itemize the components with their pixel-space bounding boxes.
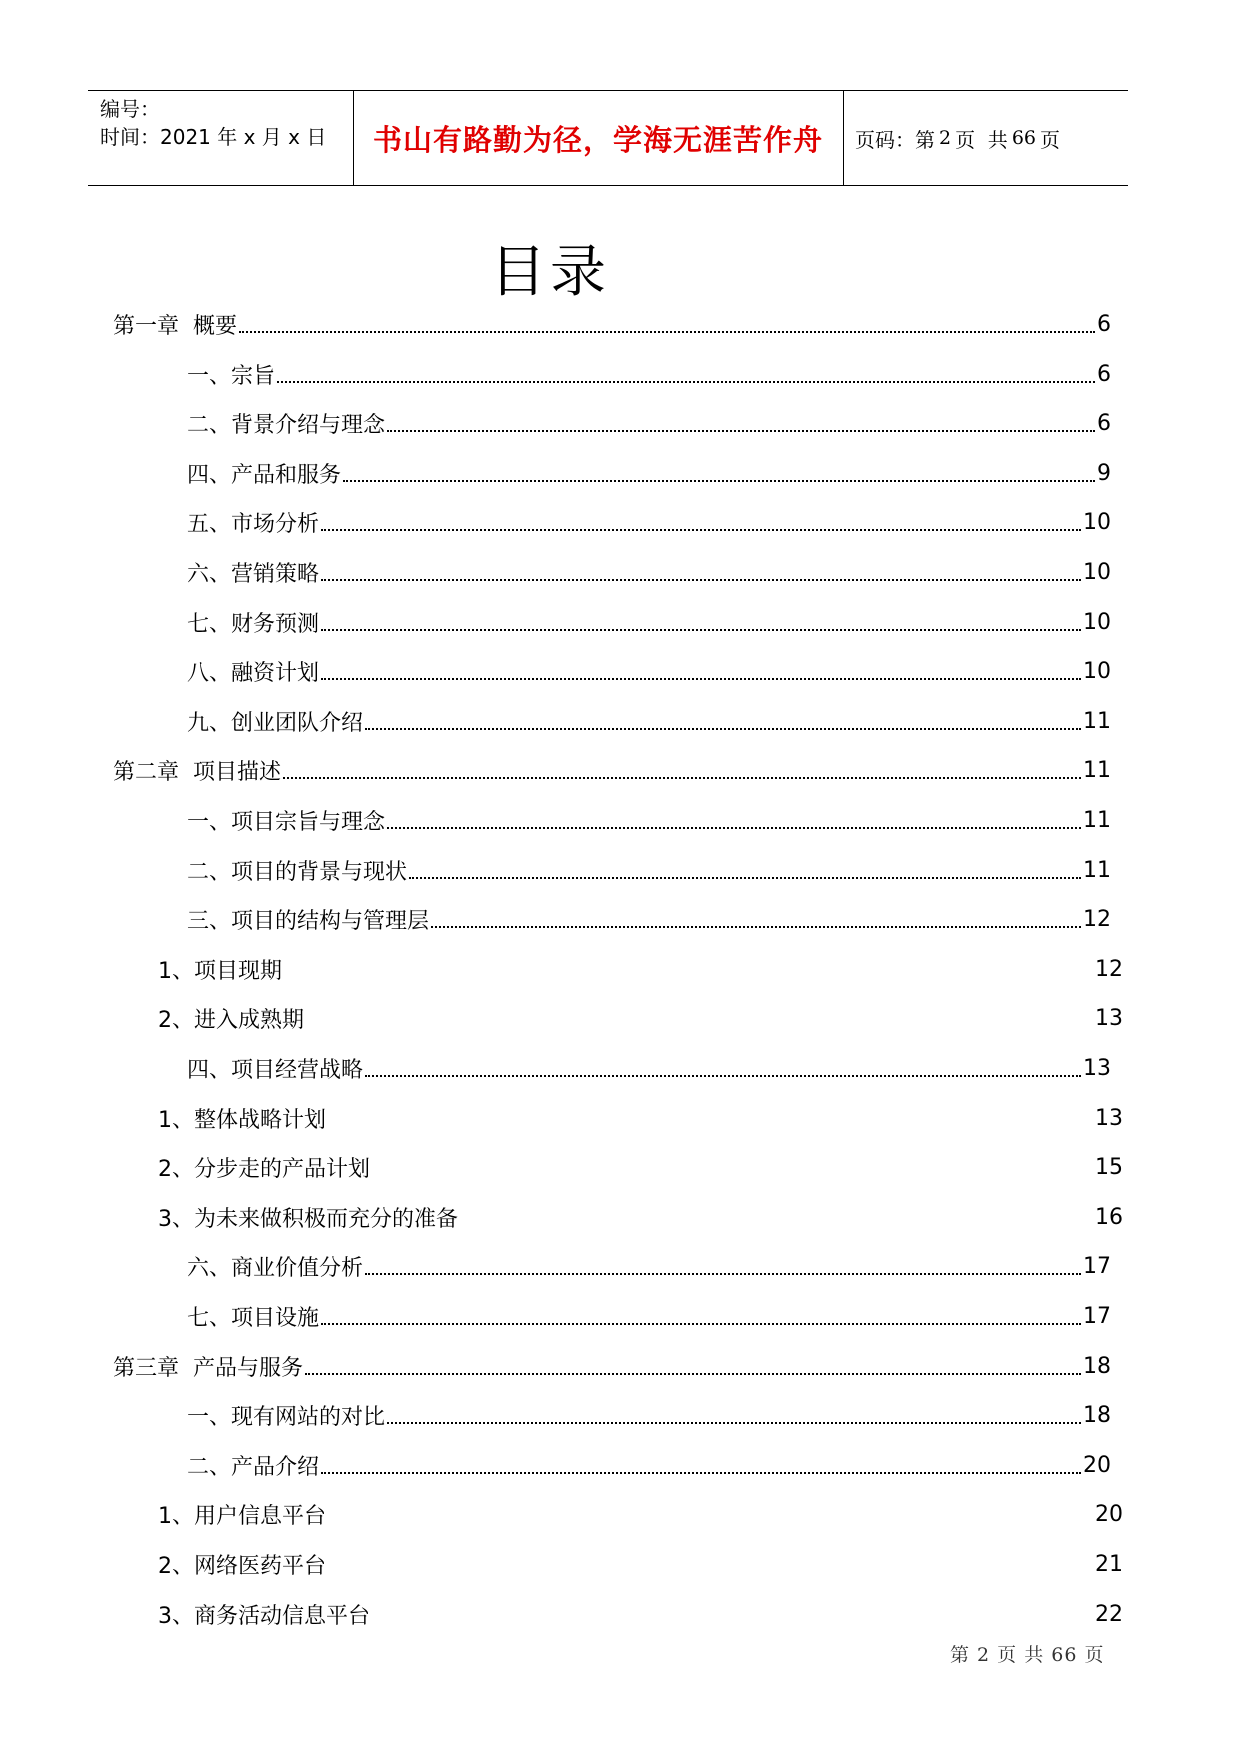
toc-dot-leader bbox=[239, 331, 1095, 333]
toc-entry-page: 6 bbox=[1097, 410, 1111, 436]
toc-entry[interactable] bbox=[187, 704, 1111, 738]
toc-entry-label: 第二章 项目描述 bbox=[113, 759, 281, 785]
toc-entry-label: 第三章 产品与服务 bbox=[113, 1355, 303, 1381]
toc-entry-label: 第一章 概要 bbox=[113, 313, 237, 339]
toc-dot-leader bbox=[365, 728, 1081, 730]
toc-dot-leader bbox=[321, 579, 1081, 581]
toc-entry-label: 八、融资计划 bbox=[187, 660, 320, 686]
toc-entry-page: 20 bbox=[1083, 1452, 1111, 1478]
toc-entry[interactable] bbox=[113, 307, 1111, 341]
toc-dot-leader bbox=[305, 1373, 1081, 1375]
toc-entry-page: 11 bbox=[1083, 757, 1111, 783]
toc-entry[interactable] bbox=[158, 1001, 1123, 1035]
toc-entry-page: 6 bbox=[1097, 311, 1111, 337]
toc-entry-page: 10 bbox=[1083, 509, 1111, 535]
toc-entry[interactable] bbox=[187, 1249, 1111, 1283]
toc-entry-label: 2、分步走的产品计划 bbox=[158, 1156, 370, 1182]
toc-dot-leader bbox=[387, 1422, 1081, 1424]
toc-entry-label: 二、背景介绍与理念 bbox=[187, 412, 386, 438]
header-page-suffix: 页 bbox=[1040, 127, 1060, 152]
toc-dot-leader bbox=[283, 777, 1081, 779]
toc-entry-label: 二、项目的背景与现状 bbox=[187, 859, 408, 885]
toc-entry[interactable] bbox=[158, 1547, 1123, 1581]
toc-entry-label: 七、项目设施 bbox=[187, 1305, 320, 1331]
toc-entry-label: 六、营销策略 bbox=[187, 561, 320, 587]
toc-dot-leader bbox=[387, 827, 1081, 829]
toc-entry-page: 11 bbox=[1083, 857, 1111, 883]
toc-entry[interactable] bbox=[158, 1150, 1123, 1184]
toc-entry-label: 1、用户信息平台 bbox=[158, 1503, 326, 1529]
toc-entry-page: 16 bbox=[1095, 1204, 1123, 1230]
toc-entry[interactable] bbox=[187, 505, 1111, 539]
toc-entry-page: 22 bbox=[1095, 1601, 1123, 1627]
toc-entry[interactable] bbox=[187, 1398, 1111, 1432]
toc-dot-leader bbox=[321, 1472, 1081, 1474]
toc-entry-label: 四、项目经营战略 bbox=[187, 1057, 364, 1083]
header-page-total: 66 bbox=[1011, 127, 1036, 149]
toc-entry-label: 五、市场分析 bbox=[187, 511, 320, 537]
toc-entry[interactable] bbox=[158, 1597, 1123, 1631]
toc-entry[interactable] bbox=[187, 654, 1111, 688]
toc-dot-leader bbox=[277, 381, 1095, 383]
toc-entry-label: 1、整体战略计划 bbox=[158, 1107, 326, 1133]
header-page-mid: 页 共 bbox=[955, 127, 1008, 152]
header-page-info bbox=[855, 91, 1060, 185]
header-page-number: 2 bbox=[939, 127, 952, 149]
toc-dot-leader bbox=[365, 1075, 1081, 1077]
toc-dot-leader bbox=[387, 430, 1095, 432]
toc-entry-page: 17 bbox=[1083, 1253, 1111, 1279]
toc-entry-label: 1、项目现期 bbox=[158, 958, 282, 984]
toc-entry-label: 3、商务活动信息平台 bbox=[158, 1603, 370, 1629]
toc-entry[interactable] bbox=[187, 1051, 1111, 1085]
toc-entry-label: 三、项目的结构与管理层 bbox=[187, 908, 430, 934]
toc-entry[interactable] bbox=[158, 1497, 1123, 1531]
toc-entry-label: 四、产品和服务 bbox=[187, 462, 342, 488]
toc-entry-label: 六、商业价值分析 bbox=[187, 1255, 364, 1281]
toc-entry-page: 12 bbox=[1095, 956, 1123, 982]
toc-entry-page: 21 bbox=[1095, 1551, 1123, 1577]
toc-entry[interactable] bbox=[158, 1101, 1123, 1135]
toc-entry[interactable] bbox=[113, 753, 1111, 787]
toc-entry[interactable] bbox=[158, 952, 1123, 986]
toc-dot-leader bbox=[321, 678, 1081, 680]
toc-dot-leader bbox=[431, 926, 1081, 928]
toc-dot-leader bbox=[321, 629, 1081, 631]
toc-entry[interactable] bbox=[187, 456, 1111, 490]
page-header bbox=[88, 90, 1128, 186]
toc-entry-page: 18 bbox=[1083, 1353, 1111, 1379]
header-number-label: 编号： bbox=[100, 97, 160, 121]
toc-entry-label: 一、宗旨 bbox=[187, 363, 276, 389]
toc-entry[interactable] bbox=[187, 853, 1111, 887]
toc-entry-label: 九、创业团队介绍 bbox=[187, 710, 364, 736]
toc-dot-leader bbox=[321, 1323, 1081, 1325]
header-page-prefix: 页码：第 bbox=[855, 127, 935, 152]
header-divider bbox=[843, 91, 844, 185]
toc-entry[interactable] bbox=[158, 1200, 1123, 1234]
toc-entry-page: 13 bbox=[1083, 1055, 1111, 1081]
toc-entry[interactable] bbox=[187, 902, 1111, 936]
toc-entry-page: 11 bbox=[1083, 807, 1111, 833]
toc-entry-page: 10 bbox=[1083, 609, 1111, 635]
toc-dot-leader bbox=[343, 480, 1095, 482]
toc-entry[interactable] bbox=[187, 605, 1111, 639]
header-meta bbox=[100, 95, 326, 151]
page-title: 目录 bbox=[490, 240, 610, 305]
toc-entry-page: 12 bbox=[1083, 906, 1111, 932]
toc-entry[interactable] bbox=[187, 803, 1111, 837]
toc-entry-label: 七、财务预测 bbox=[187, 611, 320, 637]
toc-entry[interactable] bbox=[187, 555, 1111, 589]
toc-entry[interactable] bbox=[113, 1349, 1111, 1383]
toc-entry-page: 13 bbox=[1095, 1005, 1123, 1031]
toc-entry-page: 10 bbox=[1083, 658, 1111, 684]
header-time-label: 时间：2021 年 x 月 x 日 bbox=[100, 125, 327, 149]
toc-entry-page: 20 bbox=[1095, 1501, 1123, 1527]
toc-dot-leader bbox=[409, 877, 1081, 879]
page-footer: 第 2 页 共 66 页 bbox=[950, 1644, 1105, 1666]
toc-dot-leader bbox=[321, 529, 1081, 531]
toc-entry-page: 9 bbox=[1097, 460, 1111, 486]
toc-entry-label: 一、现有网站的对比 bbox=[187, 1404, 386, 1430]
toc-entry[interactable] bbox=[187, 406, 1111, 440]
toc-entry-page: 17 bbox=[1083, 1303, 1111, 1329]
header-motto: 书山有路勤为径，学海无涯苦作舟 bbox=[372, 122, 823, 157]
toc-entry-page: 11 bbox=[1083, 708, 1111, 734]
toc-entry-page: 10 bbox=[1083, 559, 1111, 585]
toc-dot-leader bbox=[365, 1273, 1081, 1275]
toc-entry-label: 一、项目宗旨与理念 bbox=[187, 809, 386, 835]
toc-entry-label: 2、网络医药平台 bbox=[158, 1553, 326, 1579]
toc-entry-page: 15 bbox=[1095, 1154, 1123, 1180]
toc-entry-label: 二、产品介绍 bbox=[187, 1454, 320, 1480]
toc-entry-page: 6 bbox=[1097, 361, 1111, 387]
toc-entry-label: 3、为未来做积极而充分的准备 bbox=[158, 1206, 458, 1232]
toc-entry-page: 13 bbox=[1095, 1105, 1123, 1131]
toc-entry-page: 18 bbox=[1083, 1402, 1111, 1428]
toc-entry-label: 2、进入成熟期 bbox=[158, 1007, 304, 1033]
toc-entry[interactable] bbox=[187, 1448, 1111, 1482]
toc-entry[interactable] bbox=[187, 1299, 1111, 1333]
toc-entry[interactable] bbox=[187, 357, 1111, 391]
